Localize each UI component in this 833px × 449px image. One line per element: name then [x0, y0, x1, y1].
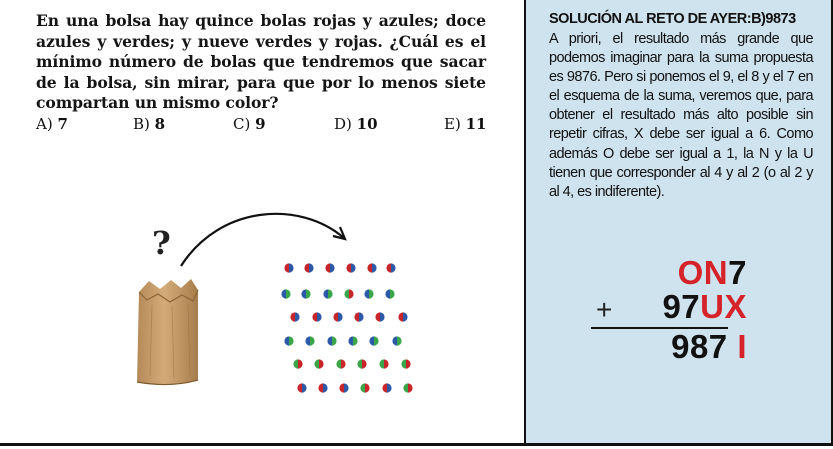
- ball: [301, 289, 310, 298]
- ball: [284, 263, 293, 272]
- ball: [281, 289, 290, 298]
- ball: [333, 312, 342, 321]
- ball: [357, 359, 366, 368]
- ball: [385, 289, 394, 298]
- ball: [305, 336, 314, 345]
- arrow-icon: [181, 214, 345, 266]
- solution-panel: [524, 0, 833, 446]
- puzzle-block: [36, 11, 486, 137]
- option-letter: D): [334, 114, 352, 133]
- option-letter: C): [233, 114, 251, 133]
- ball: [314, 359, 323, 368]
- ball: [293, 359, 302, 368]
- sum-result-digits: 987: [671, 328, 738, 365]
- ball: [364, 289, 373, 298]
- question-text: En una bolsa hay quince bolas rojas y azules; doce azules y verdes; y nueve verdes y rojas. ¿Cuál es el mínimo número de bolas que tendremos que sacar de la bolsa, sin mirar, para que por lo menos siete compartan un mismo color?: [36, 11, 486, 112]
- option-letter: B): [133, 114, 150, 133]
- ball: [290, 312, 299, 321]
- sum-result-letter: I: [737, 328, 747, 365]
- ball: [304, 263, 313, 272]
- ball: [369, 336, 378, 345]
- option-a[interactable]: [36, 115, 68, 133]
- sum-row-2-digits: 97: [662, 288, 701, 325]
- ball: [339, 383, 348, 392]
- ball: [344, 289, 353, 298]
- ball: [325, 263, 334, 272]
- option-value: 8: [154, 114, 166, 133]
- ball: [367, 263, 376, 272]
- solution-text: A priori, el resultado más grande que podemos imaginar para la suma propuesta es 9876. Pero si ponemos el 9, el 8 y el 7 en el esquema de la suma, veremos que, para obtener el resultado más alto posible sin repetir cifras, X debe ser igual a 6. Como además O debe ser igual a 1, la N y la U tienen que corresponder al 4 y al 2 (o al 2 y al 4, es indiferente).: [549, 31, 813, 200]
- ball: [403, 383, 412, 392]
- answer-options: [36, 115, 486, 137]
- ball: [346, 263, 355, 272]
- sum-row-2: [662, 290, 747, 323]
- option-letter: A): [36, 114, 53, 133]
- ball: [312, 312, 321, 321]
- option-b[interactable]: [133, 115, 165, 133]
- option-letter: E): [444, 114, 461, 133]
- ball: [398, 312, 407, 321]
- ball: [336, 359, 345, 368]
- option-value: 11: [465, 114, 487, 133]
- solution-heading: SOLUCIÓN AL RETO DE AYER:B)9873: [549, 11, 796, 27]
- option-value: 9: [255, 114, 266, 133]
- sum-row-1-letters: ON: [677, 254, 729, 291]
- option-c[interactable]: [233, 115, 266, 133]
- ball: [360, 383, 369, 392]
- sum-row-2-letters: UX: [700, 288, 747, 325]
- ball: [327, 336, 336, 345]
- bottom-rule: [0, 443, 833, 446]
- ball: [284, 336, 293, 345]
- ball: [318, 383, 327, 392]
- ball: [379, 359, 388, 368]
- ball: [297, 383, 306, 392]
- sum-row-1-digit: 7: [728, 254, 747, 291]
- plus-sign: +: [596, 294, 613, 325]
- ball: [382, 383, 391, 392]
- sum-result: [671, 330, 747, 363]
- ball: [401, 359, 410, 368]
- ball: [392, 336, 401, 345]
- ball: [348, 336, 357, 345]
- ball: [375, 312, 384, 321]
- ball: [354, 312, 363, 321]
- sum-diagram: [526, 0, 833, 446]
- paper-bag-icon: [137, 279, 198, 385]
- balls-group: [281, 263, 412, 392]
- sum-row-1: [678, 256, 747, 289]
- option-value: 7: [57, 114, 68, 133]
- option-e[interactable]: [444, 115, 486, 133]
- ball: [386, 263, 395, 272]
- option-d[interactable]: [334, 115, 378, 133]
- ball: [323, 289, 332, 298]
- option-value: 10: [356, 114, 378, 133]
- question-mark: ?: [152, 224, 171, 262]
